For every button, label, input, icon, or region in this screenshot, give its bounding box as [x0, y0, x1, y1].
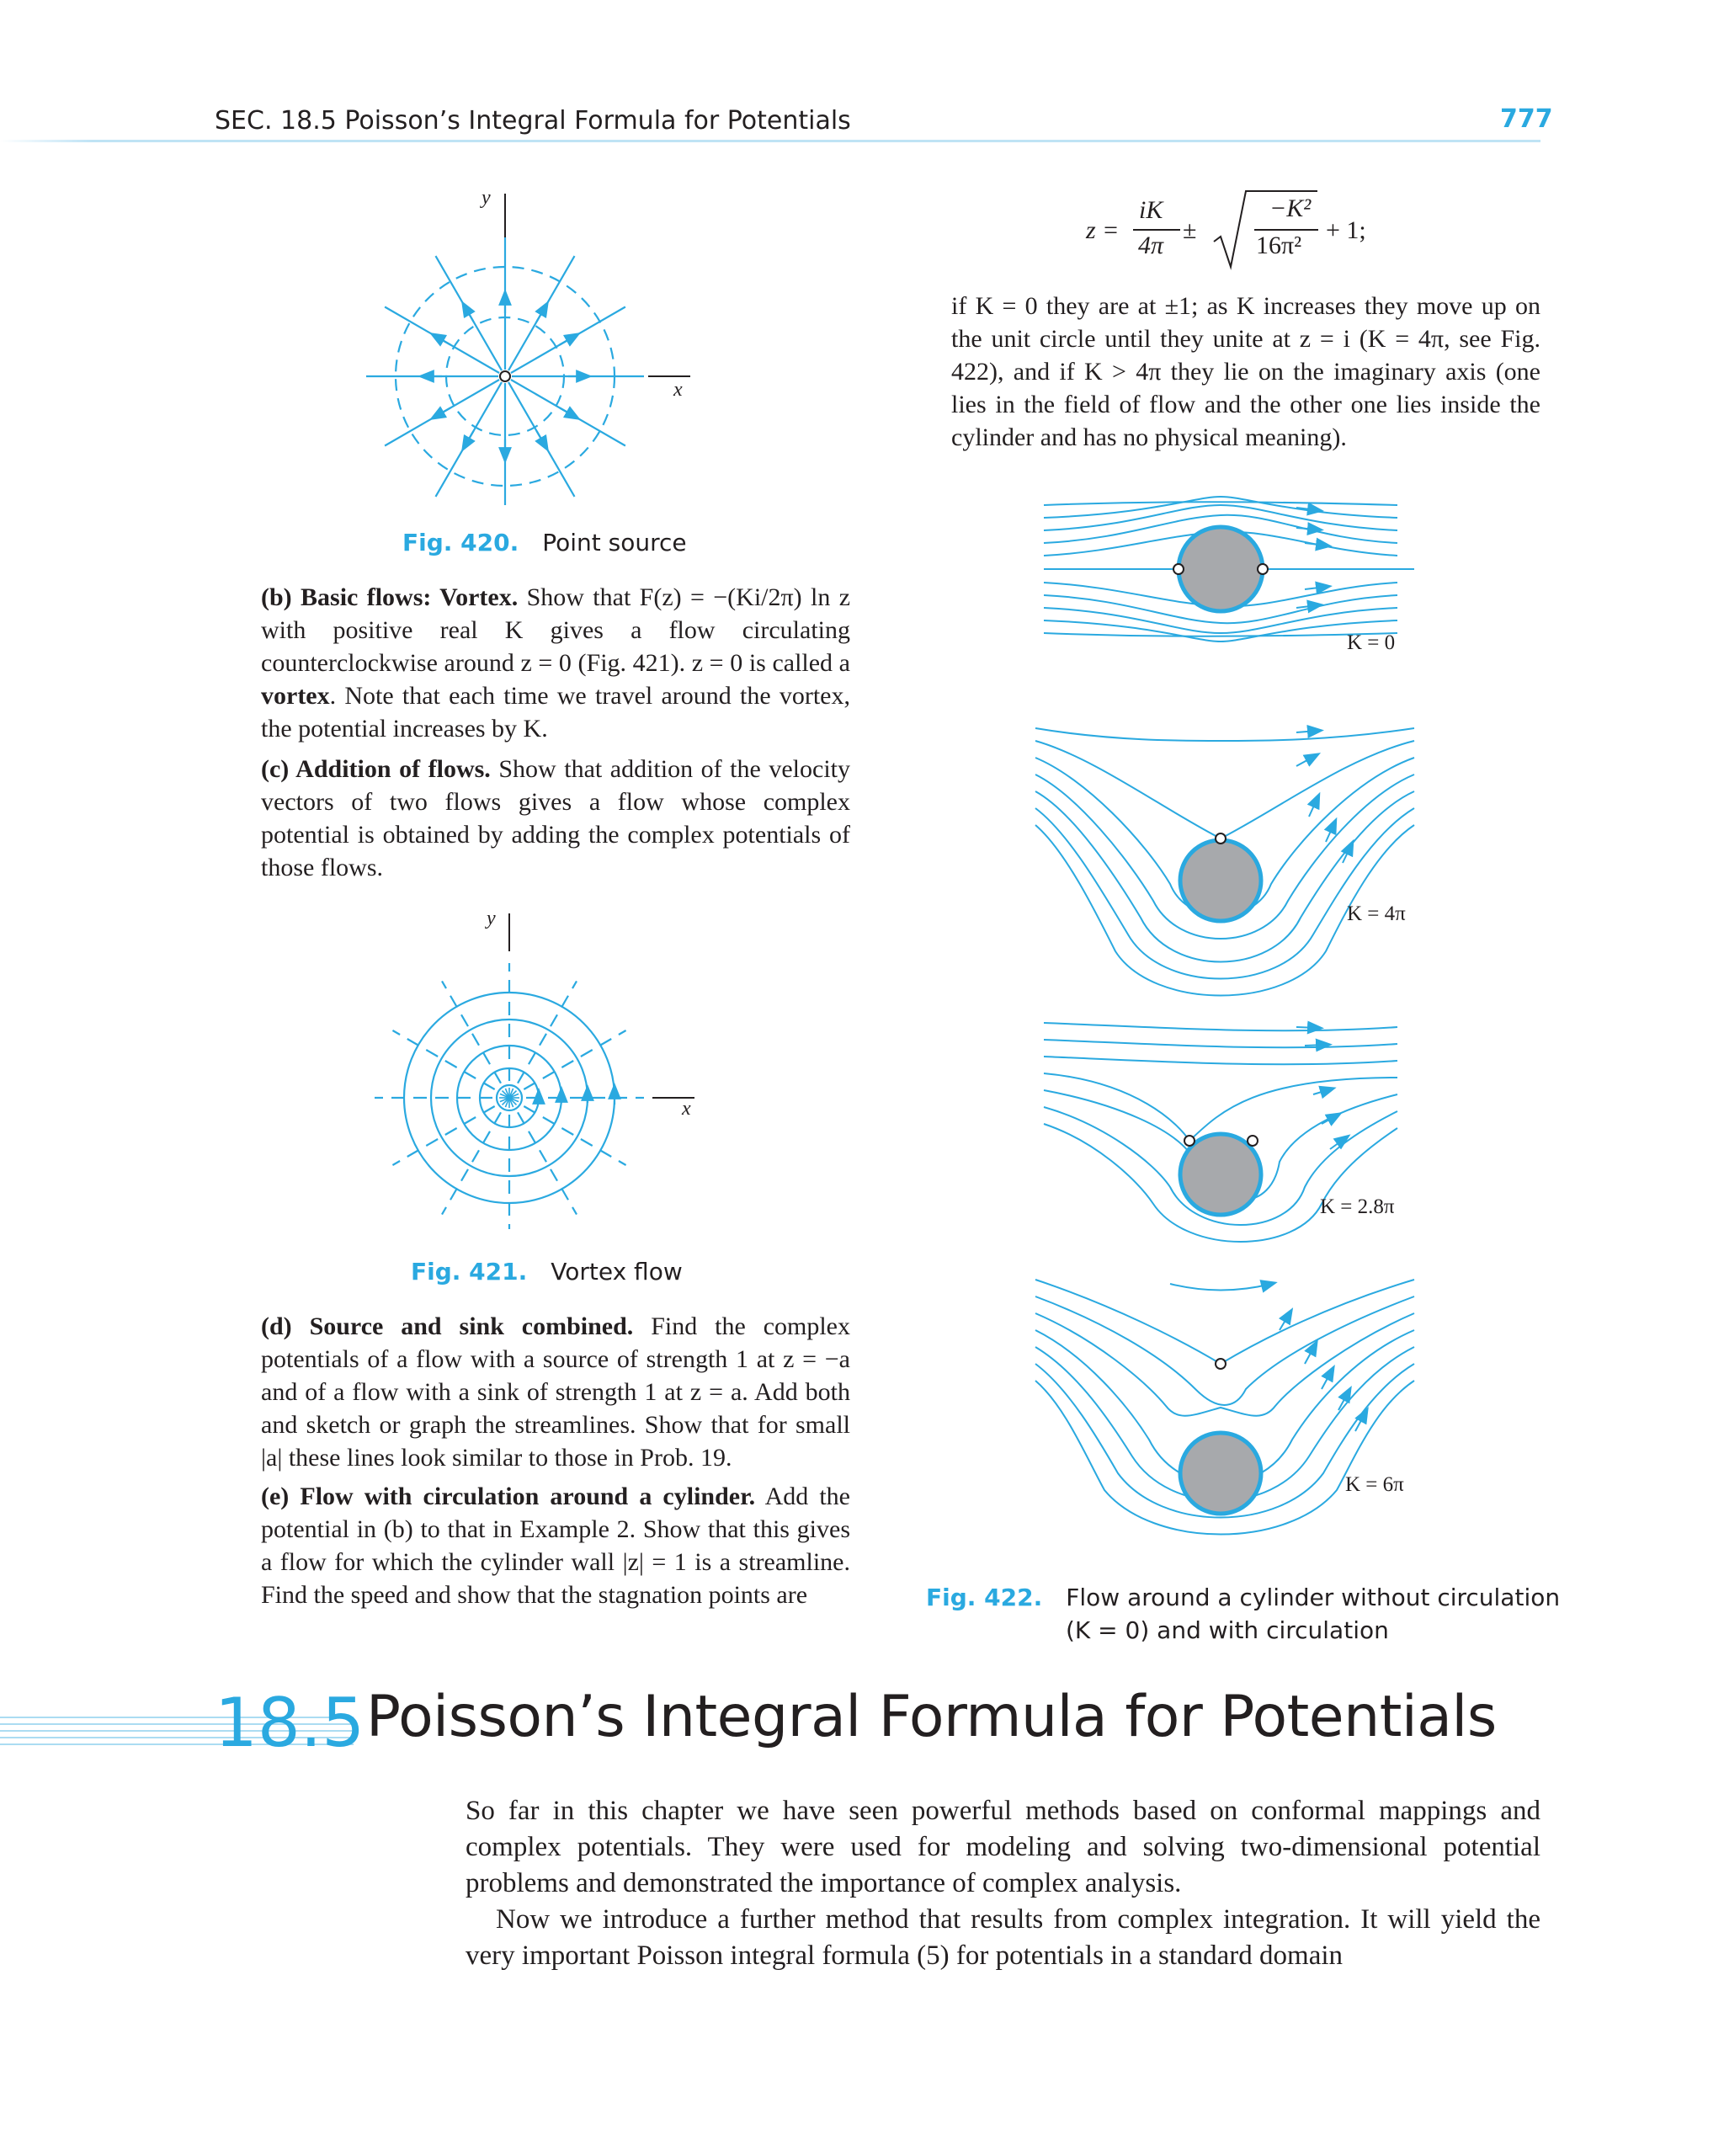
source-ray-arrow	[463, 431, 474, 450]
section-number: 18.5	[215, 1684, 365, 1762]
fig421-caption-number: Fig. 421.	[411, 1258, 528, 1286]
source-ray-arrow	[432, 408, 450, 419]
fig421-caption	[411, 1258, 683, 1286]
fig421-x-label: x	[682, 1098, 691, 1120]
problem-b	[261, 581, 850, 745]
source-ray-arrow	[560, 408, 578, 419]
potential-line	[392, 1106, 494, 1165]
potential-line	[442, 1112, 501, 1214]
fig422-label-k0: K = 0	[1347, 631, 1396, 654]
running-head: SEC. 18.5 Poisson’s Integral Formula for Potentials	[215, 106, 851, 136]
problem-d	[261, 1310, 850, 1474]
fig421-y-label: y	[487, 908, 496, 929]
potential-line	[518, 1112, 577, 1214]
formula-lhs: z =	[1086, 216, 1120, 244]
problem-b-text2: . Note that each time we travel around the vortex, the potential increases by K.	[261, 682, 850, 743]
fig420-x-label: x	[673, 379, 683, 401]
source-ray-arrow	[463, 303, 474, 322]
fig420-caption	[402, 529, 687, 556]
problem-e-text: Add the potential in (b) to that in Example 2. Show that this gives a flow for which the cylinder wall |z| = 1 is a streamline. Find the speed and show that the stagnation points are	[261, 1483, 850, 1609]
potential-line	[518, 981, 577, 1083]
problem-c-text: Show that addition of the velocity vectors of two flows gives a flow whose complex potential is obtained by adding the complex potentials of those flows.	[261, 755, 850, 881]
fig420-caption-text: Point source	[542, 529, 687, 556]
formula-fraction-bar-1	[1133, 229, 1180, 231]
fig421-vortex-diagram	[362, 901, 716, 1229]
source-ray-arrow	[560, 334, 578, 345]
formula-num1: iK	[1139, 196, 1163, 224]
fig422-caption	[926, 1581, 1560, 1647]
formula-den2: 16π²	[1256, 232, 1302, 259]
section-title: Poisson’s Integral Formula for Potentials	[366, 1684, 1497, 1750]
fig420-caption-number: Fig. 420.	[402, 529, 519, 556]
source-ray-arrow	[432, 334, 450, 345]
potential-line	[524, 1030, 625, 1089]
fig422-caption-number: Fig. 422.	[926, 1584, 1043, 1611]
formula-pm: ±	[1183, 216, 1197, 244]
section-paragraph-2: Now we introduce a further method that results from complex integration. It will yield the very important Poisson integral formula (5) for potentials in a standard domain	[466, 1904, 1540, 1971]
section-paragraph-1: So far in this chapter we have seen powerful methods based on conformal mappings and complex potentials. They were used for modeling and solving two-dimensional potential problems and demonstrated the importance of complex analysis.	[466, 1796, 1540, 1898]
formula-fraction-bar-2	[1254, 229, 1318, 231]
fig420-point-source-diagram	[362, 177, 716, 505]
fig422-label-k6pi: K = 6π	[1345, 1473, 1404, 1496]
fig422-label-k4pi: K = 4π	[1347, 902, 1406, 925]
fig422-caption-line1: Flow around a cylinder without circulation	[1066, 1584, 1561, 1611]
problem-e	[261, 1480, 850, 1611]
problem-b-text1: Show that F(z) = −(Ki/2π) ln z with positive real K gives a flow circulating counterclockwise around z = 0 (Fig. 421). z = 0 is called a	[261, 583, 851, 677]
header-rule	[0, 140, 1540, 142]
problem-d-text: Find the complex potentials of a flow with a source of strength 1 at z = −a and of a flow with a sink of strength 1 at z = a. Add both and sketch or graph the streamlines. Show that for small |a| these lines look similar to those in Prob. 19.	[261, 1312, 850, 1472]
fig420-y-label: y	[482, 187, 491, 209]
stagnation-explanation: if K = 0 they are at ±1; as K increases they move up on the unit circle until they unite at z = i (K = 4π, see Fig. 422), and if K > 4π they lie on the imaginary axis (one lies in the field of flow and the other one lies inside the cylinder and has no physical meaning).	[951, 292, 1540, 451]
stagnation-formula	[1086, 189, 1389, 274]
formula-den1: 4π	[1138, 232, 1164, 259]
fig422-label-k28pi: K = 2.8π	[1320, 1195, 1395, 1218]
formula-num2: −K²	[1269, 194, 1312, 222]
potential-line	[392, 1030, 494, 1089]
formula-tail: + 1;	[1326, 216, 1366, 244]
fig421-caption-text: Vortex flow	[551, 1258, 683, 1286]
problem-c-label: (c) Addition of flows.	[261, 755, 491, 783]
source-ray-arrow	[537, 303, 548, 322]
potential-line	[524, 1106, 625, 1165]
problem-e-label: (e) Flow with circulation around a cylinder.	[261, 1483, 756, 1510]
problem-d-label: (d) Source and sink combined.	[261, 1312, 634, 1340]
page-number: 777	[1500, 104, 1553, 134]
potential-line	[442, 981, 501, 1083]
problem-b-term: vortex	[261, 682, 330, 710]
fig422-caption-line2: (K = 0) and with circulation	[1066, 1616, 1389, 1644]
problem-c	[261, 753, 850, 884]
source-ray-arrow	[537, 431, 548, 450]
problem-b-label: (b) Basic flows: Vortex.	[261, 583, 519, 611]
